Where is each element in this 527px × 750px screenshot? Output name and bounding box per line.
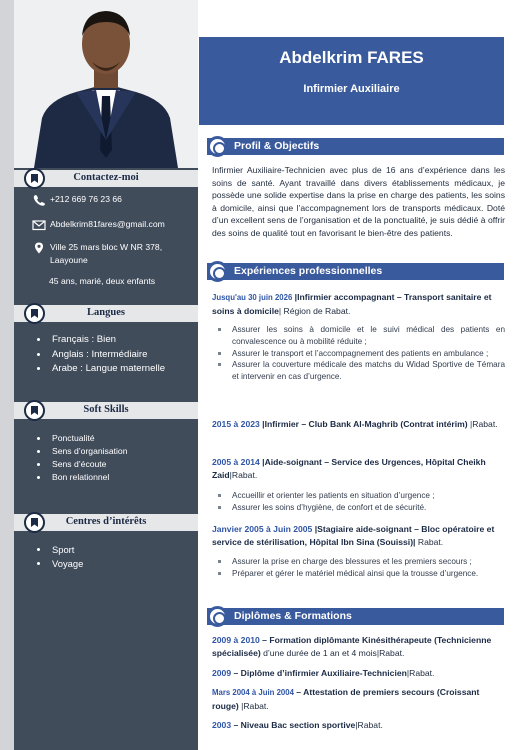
education-title: – Formation diplômante Kinésithérapeute (Technicienne spécialisée) — [212, 635, 492, 658]
education-item — [212, 686, 505, 712]
resume-header — [199, 37, 504, 125]
list-item: Assurer la couverture médicale des matchs du Widad Sportive de Témara et intervenir en cas d’urgence. — [218, 359, 505, 383]
job-tasks — [218, 490, 505, 514]
list-item: Ponctualité — [37, 432, 128, 445]
contact-section-header — [14, 170, 198, 187]
job-place: Rabat. — [415, 536, 444, 547]
education-item — [212, 667, 505, 680]
personal-info: 45 ans, marié, deux enfants — [49, 276, 156, 286]
contact-address — [32, 241, 182, 266]
section-circle-icon — [207, 136, 228, 157]
list-item: Arabe : Langue maternelle — [37, 362, 165, 377]
list-item: Assurer les soins d’hygiène, de confort et de sécurité. — [218, 502, 505, 514]
education-place: |Rabat. — [238, 700, 269, 711]
list-item: Voyage — [37, 557, 83, 571]
experience-section-title: Expériences professionnelles — [234, 265, 383, 277]
education-item — [212, 719, 505, 732]
job-title: |Infirmier – Club Bank Al-Maghrib (Contrat intérim) — [259, 419, 468, 429]
section-circle-icon — [207, 261, 228, 282]
list-item: Accueillir et orienter les patients en situation d’urgence ; — [218, 490, 505, 502]
soft-skills-section-title: Soft Skills — [83, 404, 129, 415]
list-item: Préparer et gérer le matériel médical ainsi que la trousse d’urgence. — [218, 568, 505, 580]
job-date: Janvier 2005 à Juin 2005 — [212, 524, 313, 534]
languages-section-header — [14, 305, 198, 322]
soft-skills-list — [37, 432, 128, 484]
job-date: 2015 à 2023 — [212, 419, 260, 429]
interests-list — [37, 543, 83, 571]
profile-text: Infirmier Auxiliaire-Technicien avec plus de 16 ans d’expérience dans les soins de santé. Ayant travaillé dans divers établissements médicaux, je possède une solide expertise dans la prise en charge des patients, les soins à domicile, ainsi que l’accompagnement lors de transports médicaux. Doté d’un excellent sens de l’organisation et de la ponctualité, je suis dédié à offrir des soins de qualité tout en favorisant le bien-être des patients. — [212, 165, 505, 238]
education-title: – Niveau Bac section sportive — [231, 720, 356, 730]
languages-section-title: Langues — [87, 307, 125, 318]
phone-icon — [32, 194, 46, 206]
postal-address: Ville 25 mars bloc W NR 378, Laayoune — [50, 242, 163, 265]
job-title: |Infirmier accompagnant – Transport sanitaire et soins à domicile — [212, 292, 492, 316]
job-tasks — [218, 324, 505, 383]
interests-section-title: Centres d’intérêts — [65, 516, 147, 527]
location-pin-icon — [32, 242, 46, 254]
job-title: |Stagiaire aide-soignant – Bloc opératoire et service de stérilisation, Hôpital Ibn Sina (Souissi)| — [212, 524, 495, 547]
job-tasks — [218, 556, 505, 580]
education-detail: d’une durée de 1 an et 4 mois — [260, 647, 377, 658]
soft-skills-section-header — [14, 402, 198, 419]
education-date: 2003 — [212, 720, 232, 730]
education-item — [212, 634, 505, 659]
contact-section-title: Contactez-moi — [73, 172, 139, 183]
email-icon — [32, 219, 46, 231]
education-section-header — [207, 608, 504, 625]
profile-section-header — [207, 138, 504, 155]
experience-section-header — [207, 263, 504, 280]
job-place: |Rabat. — [229, 469, 258, 480]
list-item: Bon relationnel — [37, 471, 128, 484]
education-place: |Rabat. — [355, 720, 383, 730]
job-date: 2005 à 2014 — [212, 457, 260, 467]
left-decor-strip — [0, 0, 14, 750]
list-item: Anglais : Intermédiaire — [37, 348, 165, 363]
person-portrait-icon — [14, 0, 198, 168]
list-item: Sens d’écoute — [37, 458, 128, 471]
education-date: 2009 à 2010 — [212, 635, 260, 645]
list-item: Assurer les soins à domicile et le suivi médical des patients en convalescence ou à mobilité réduite ; — [218, 324, 505, 348]
education-section-title: Diplômes & Formations — [234, 610, 352, 622]
list-item: Assurer le transport et l’accompagnement des patients en ambulance ; — [218, 348, 505, 360]
section-circle-icon — [207, 606, 228, 627]
candidate-role: Infirmier Auxiliaire — [303, 83, 400, 95]
candidate-name: Abdelkrim FARES — [279, 48, 424, 67]
contact-email — [32, 218, 165, 231]
languages-list — [37, 333, 165, 377]
job-place: | Région de Rabat. — [278, 305, 351, 316]
job-date: Jusqu'au 30 juin 2026 — [212, 293, 293, 302]
job-heading — [212, 456, 505, 481]
education-place: |Rabat. — [376, 647, 405, 658]
contact-phone — [32, 193, 122, 206]
list-item: Français : Bien — [37, 333, 165, 348]
job-heading — [212, 523, 505, 548]
list-item: Sens d’organisation — [37, 445, 128, 458]
education-date: 2009 — [212, 668, 232, 678]
list-item: Assurer la prise en charge des blessures et les premiers secours ; — [218, 556, 505, 568]
profile-section-title: Profil & Objectifs — [234, 140, 320, 152]
profile-photo — [14, 0, 198, 168]
email-address[interactable]: Abdelkrim81fares@gmail.com — [50, 219, 165, 229]
education-title: – Attestation de premiers secours (Croissant rouge) — [212, 687, 480, 711]
education-date: Mars 2004 à Juin 2004 — [212, 688, 294, 697]
phone-number[interactable]: +212 669 76 23 66 — [50, 194, 122, 204]
list-item: Sport — [37, 543, 83, 557]
job-title: |Aide-soignant – Service des Urgences, Hôpital Cheikh Zaid — [212, 457, 486, 480]
job-heading — [212, 418, 505, 431]
job-heading — [212, 291, 505, 317]
interests-section-header — [14, 514, 198, 531]
education-place: |Rabat. — [406, 668, 435, 678]
job-place: |Rabat. — [467, 419, 498, 429]
education-title: – Diplôme d’infirmier Auxiliaire-Technicien — [231, 668, 407, 678]
